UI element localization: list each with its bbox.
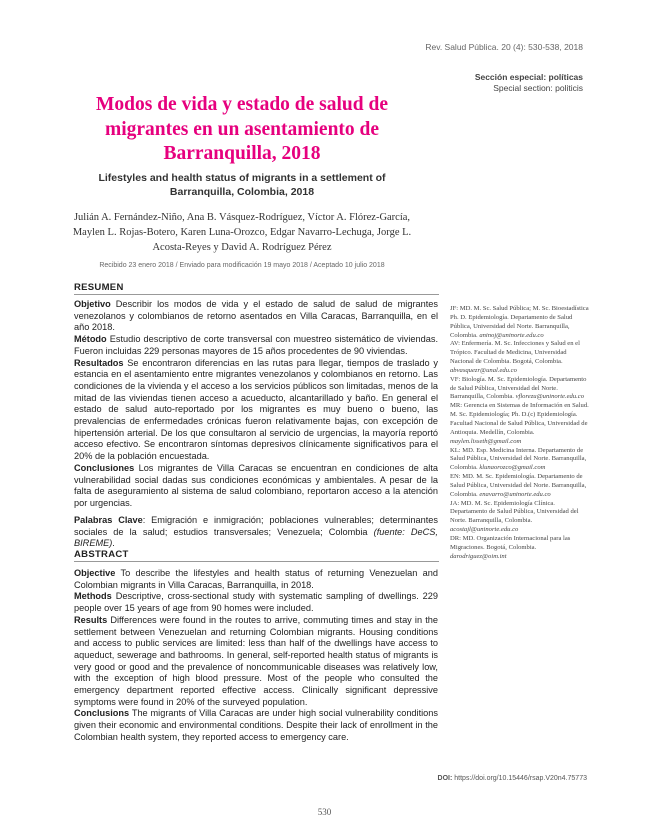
journal-reference: Rev. Salud Pública. 20 (4): 530-538, 2018 <box>425 42 583 52</box>
abstract-methods: Methods Descriptive, cross-sectional study with systematic sampling of dwellings. 229 people over 15 years of age from 90 homes were included. <box>74 591 438 614</box>
affiliation: MR: Gerencia en Sistemas de Información en Salud. M. Sc. Epidemiología; Ph. D.(c) Epidemiología. Facultad Nacional de Salud Pública, Universidad de Antioquia. Medellín, Colombia. maylen.lisseth@gmail.com <box>450 402 589 445</box>
article-title-es: Modos de vida y estado de salud de migrantes en un asentamiento de Barranquilla, 2018 <box>95 94 388 164</box>
abstract-objective: Objective To describe the lifestyles and health status of returning Venezuelan and Colombian migrants in Villa Caracas, Barranquilla, in 2018. <box>74 568 438 590</box>
section-label-en: Special section: politicis <box>493 83 583 93</box>
affiliation: AV: Enfermería. M. Sc. Infecciones y Salud en el Trópico. Facultad de Medicina, Universidad Nacional de Colombia. Bogotá, Colombia. abvasquezr@unal.edu.co <box>450 340 580 374</box>
section-label-es: Sección especial: políticas <box>474 72 583 82</box>
resumen-objetivo: Objetivo Describir los modos de vida y el estado de salud de salud de migrantes venezolanos y colombianos de retorno asentados en Villa Caracas, Barranquilla, en el año 2018. <box>74 299 438 333</box>
palabras-clave: Palabras Clave: Emigración e inmigración; poblaciones vulnerables; determinantes sociales de la salud; estudios transversales; Venezuela; Colombia (fuente: DeCS, BIREME). <box>74 515 438 549</box>
resumen-resultados: Resultados Se encontraron diferencias en las rutas para llegar, tiempos de traslado y estancia en el asentamiento entre migrantes venezolanos y colombianos en retorno. Las condiciones de la vivienda y el acceso a los servicios públicos son limitadas, menos de la mitad de las viviendas tienen acceso a acueducto, alcantarillado y baño. En general el estado de salud auto-reportado por los migrantes es muy bueno o bueno, las prevalencias de enfermedades crónicas fueron relativamente bajas, con excepción de hipertensión arterial. De los que consultaron al servicio de urgencias, la mayoría reportó acceso efectivo. Se encontraron síntomas depresivos clínicamente significativos para el 20% de la población encuestada. <box>74 357 438 462</box>
page-number: 530 <box>317 807 332 817</box>
affiliation: KL: MD. Esp. Medicina Interna. Departamento de Salud Pública, Universidad del Norte. Barranquilla, Colombia. klunaorozco@gmail.com <box>450 446 587 472</box>
affiliation: JA: MD. M. Sc. Epidemiología Clínica. Departamento de Salud Pública, Universidad del Norte. Barranquilla, Colombia. acostajl@uninorte.edu.co <box>450 499 579 534</box>
abstract-body <box>74 568 438 744</box>
doi-link[interactable]: DOI: https://doi.org/10.15446/rsap.V20n4.75773 <box>437 775 587 782</box>
abstract-heading: ABSTRACT <box>74 549 129 560</box>
section-label <box>475 72 583 94</box>
resumen-conclusiones: Conclusiones Los migrantes de Villa Caracas se encuentran en condiciones de alta vulnerabilidad social dadas sus condiciones económicas y ambientales. A pesar de la falta de aseguramiento al sistema de salud colombiano, reportaron acceso a la atención por urgencias. <box>74 462 438 508</box>
abstract-results: Results Differences were found in the routes to arrive, commuting times and stay in the settlement between Venezuelan and returning Colombian migrants. Housing conditions and access to public services are limited: less than half of the dwellings have access to aqueduct, sewerage and bathrooms. In general, self-reported health status of migrants is very good or good and the prevalence of noncommunicable diseases was relatively low, with the exception of high blood pressure. Most of the people who consulted the emergency department reported effective access. Clinically significant depressive symptoms were found in 20% of the surveyed population. <box>74 614 438 707</box>
article-title-en: Lifestyles and health status of migrants in a settlement of Barranquilla, Colombia, 2018 <box>98 172 386 198</box>
author-list: Julián A. Fernández-Niño, Ana B. Vásquez-Rodríguez, Víctor A. Flórez-García, Maylen L. Rojas-Botero, Karen Luna-Orozco, Edgar Navarro-Lechuga, Jorge L. Acosta-Reyes y David A. Rodríguez Pérez <box>72 212 412 253</box>
received-dates: Recibido 23 enero 2018 / Enviado para modificación 19 mayo 2018 / Aceptado 10 julio 2018 <box>99 262 385 269</box>
affiliation: DR: MD. Organización Internacional para las Migraciones. Bogotá, Colombia. darodriguez@oim.int <box>450 534 571 560</box>
affiliation: JF: MD. M. Sc. Salud Pública; M. Sc. Bioestadística Ph. D. Epidemiología. Departamento de Salud Pública, Universidad del Norte. Barranquilla, Colombia. aninoj@uninorte.edu.co <box>450 305 589 339</box>
resumen-heading: RESUMEN <box>74 282 124 293</box>
affiliation: VF: Biología. M. Sc. Epidemiología. Departamento de Salud Pública, Universidad del Norte. Barranquilla, Colombia. vflorezu@uninorte.edu.co <box>450 375 587 401</box>
resumen-body <box>74 299 438 510</box>
resumen-metodo: Método Estudio descriptivo de corte transversal con muestreo sistemático de viviendas. Fueron incluidas 229 personas mayores de 15 años procedentes de 90 viviendas. <box>74 334 438 356</box>
resumen-rule <box>74 294 439 295</box>
affiliation: EN: MD. M. Sc. Epidemiología. Departamento de Salud Pública, Universidad del Norte. Barranquilla, Colombia. enavarro@uninorte.edu.co <box>450 473 587 498</box>
abstract-conclusions: Conclusions The migrants of Villa Caracas are under high social vulnerability conditions given their economic and environmental conditions. Despite their lack of enrollment in the Colombian health system, they reported access to emergency care. <box>74 708 438 742</box>
abstract-rule <box>74 561 439 562</box>
author-affiliations <box>450 305 590 561</box>
